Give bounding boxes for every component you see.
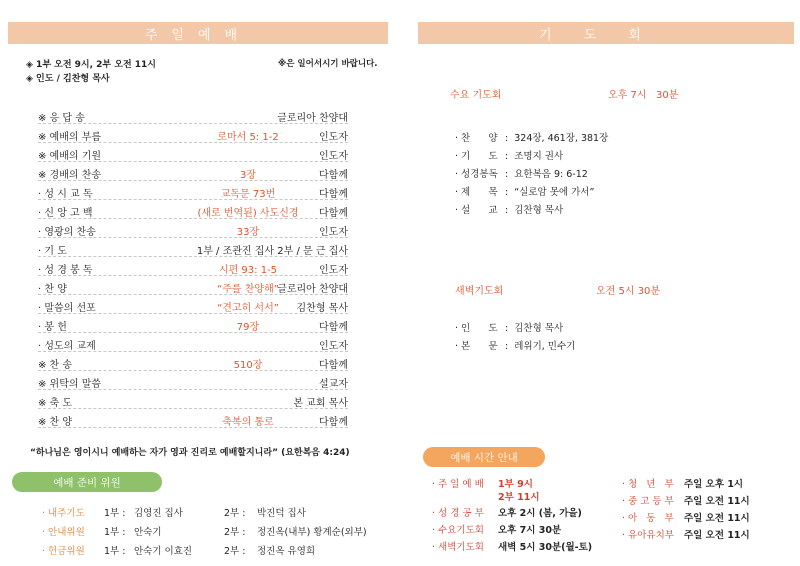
schedule-name: · 수요기도회 — [432, 525, 484, 536]
dawn-item — [455, 338, 715, 352]
item-key: · 제 목 — [455, 187, 498, 198]
dotted-divider — [38, 408, 348, 409]
dawn-prayer-title: 새벽기도회 — [455, 286, 504, 297]
committee-role: · 안내위원 — [42, 527, 85, 538]
wednesday-item — [455, 202, 715, 216]
wednesday-item — [455, 148, 715, 162]
prayer-title: 기도회 — [539, 27, 673, 43]
schedule-name: · 유아유치부 — [622, 530, 674, 541]
committee-part1-names: 안숙기 이효진 — [134, 546, 193, 557]
schedule-name: · 새벽기도회 — [432, 542, 484, 553]
schedule-time: 오후 7시 30분 — [498, 525, 562, 536]
item-value: : 요한복음 9: 6-12 — [505, 169, 588, 180]
schedule-time: 주일 오전 11시 — [684, 513, 750, 524]
dotted-divider — [38, 351, 348, 352]
worship-info-line1: ◈ 1부 오전 9시, 2부 오전 11시 — [26, 60, 157, 70]
order-label: · 기 도 — [38, 246, 67, 257]
order-detail: 33장 — [236, 227, 260, 238]
committee-title-pill — [12, 472, 162, 492]
order-leader: 다함께 — [319, 417, 348, 428]
order-row — [38, 183, 348, 201]
dotted-divider — [38, 370, 348, 371]
committee-part2-label: 2부 : — [224, 527, 246, 538]
schedule-item — [432, 522, 602, 536]
order-leader: 김찬형 목사 — [296, 303, 348, 314]
order-row — [38, 354, 348, 372]
committee-role: · 내주기도 — [42, 508, 85, 519]
order-detail: 로마서 5: 1-2 — [217, 132, 279, 143]
schedule-item — [622, 510, 782, 524]
order-detail: 79장 — [236, 322, 260, 333]
schedule-name: · 아 동 부 — [622, 513, 674, 524]
order-leader: 인도자 — [319, 265, 348, 276]
order-row — [38, 107, 348, 125]
order-label: ※ 예배의 기원 — [38, 151, 102, 162]
order-label: · 말씀의 선포 — [38, 303, 96, 314]
committee-title: 예배 준비 위원 — [53, 476, 121, 489]
dotted-divider — [38, 313, 348, 314]
item-key: · 성경봉독 — [455, 169, 498, 180]
prayer-title-bar — [418, 22, 794, 44]
committee-part2-names: 박진덕 집사 — [257, 508, 306, 519]
dotted-divider — [38, 199, 348, 200]
order-label: · 신 앙 고 백 — [38, 208, 93, 219]
order-label: · 영광의 찬송 — [38, 227, 96, 238]
order-leader: 글로리아 찬양대 — [277, 284, 348, 295]
schedule-time: 주일 오후 1시 — [684, 479, 744, 490]
order-leader: 설교자 — [319, 379, 348, 390]
item-value: : 324장, 461장, 381장 — [505, 133, 609, 144]
committee-row — [42, 505, 382, 519]
schedule-time: 주일 오전 11시 — [684, 530, 750, 541]
order-leader: 1부 / 조관진 집사 2부 / 문 근 집사 — [196, 246, 348, 257]
order-label: ※ 예배의 부름 — [38, 132, 102, 143]
item-value: : 레위기, 민수기 — [505, 341, 576, 352]
item-value: : “실로암 못에 가서” — [505, 187, 595, 198]
order-label: · 봉 헌 — [38, 322, 67, 333]
order-label: · 성 시 교 독 — [38, 189, 93, 200]
item-key: · 기 도 — [455, 151, 498, 162]
order-row — [38, 259, 348, 277]
committee-part2-label: 2부 : — [224, 508, 246, 519]
committee-part2-names: 정진옥 유영희 — [257, 546, 316, 557]
schedule-time: 주일 오전 11시 — [684, 496, 750, 507]
schedule-time: 1부 9시 — [498, 479, 533, 490]
dotted-divider — [38, 275, 348, 276]
order-detail: 510장 — [233, 360, 263, 371]
committee-part1-names: 김영진 집사 — [134, 508, 183, 519]
order-detail: 시편 93: 1-5 — [218, 265, 278, 276]
item-key: · 설 교 — [455, 205, 498, 216]
dotted-divider — [38, 161, 348, 162]
order-detail: (새로 번역된) 사도신경 — [197, 208, 299, 219]
order-label: ※ 축 도 — [38, 398, 73, 409]
order-leader: 다함께 — [319, 208, 348, 219]
committee-part2-names: 정진옥(내부) 황계순(외부) — [257, 527, 367, 538]
order-label: ※ 경배의 찬송 — [38, 170, 102, 181]
scripture-verse: “하나님은 영이시니 예배하는 자가 영과 진리로 예배할지니라” (요한복음 4:24) — [30, 448, 350, 458]
schedule-name: · 청 년 부 — [622, 479, 674, 490]
order-row — [38, 278, 348, 296]
order-leader: 인도자 — [319, 341, 348, 352]
schedule-name: · 중 고 등 부 — [622, 496, 674, 507]
order-row — [38, 221, 348, 239]
order-label: · 찬 양 — [38, 284, 67, 295]
order-detail: “견고히 서서” — [217, 303, 279, 314]
order-row — [38, 373, 348, 391]
committee-part2-label: 2부 : — [224, 546, 246, 557]
order-detail: “주를 찬양해” — [217, 284, 279, 295]
order-label: ※ 위탁의 말씀 — [38, 379, 102, 390]
committee-part1-label: 1부 : — [104, 527, 126, 538]
wednesday-item — [455, 184, 715, 198]
order-row — [38, 145, 348, 163]
schedule-item — [622, 493, 782, 507]
committee-part1-names: 안숙기 — [134, 527, 162, 538]
committee-role: · 헌금위원 — [42, 546, 85, 557]
item-value: : 조명지 권사 — [505, 151, 564, 162]
dotted-divider — [38, 180, 348, 181]
schedule-time: 2부 11시 — [498, 492, 540, 503]
order-label: ※ 찬 송 — [38, 360, 73, 371]
order-label: · 성 경 봉 독 — [38, 265, 93, 276]
order-row — [38, 411, 348, 429]
wednesday-prayer-title: 수요 기도회 — [450, 90, 502, 101]
order-leader: 인도자 — [319, 132, 348, 143]
wednesday-item — [455, 130, 715, 144]
schedule-time: 오후 2시 (봄, 가을) — [498, 508, 582, 519]
item-key: · 찬 양 — [455, 133, 498, 144]
order-leader: 다함께 — [319, 170, 348, 181]
committee-part1-label: 1부 : — [104, 546, 126, 557]
standing-note: ※은 일어서시기 바랍니다. — [278, 59, 378, 69]
schedule-name: · 주 일 예 배 — [432, 479, 484, 490]
dotted-divider — [38, 123, 348, 124]
dotted-divider — [38, 427, 348, 428]
order-row — [38, 240, 348, 258]
wednesday-prayer-time: 오후 7시 30분 — [608, 90, 679, 101]
order-leader: 다함께 — [319, 360, 348, 371]
order-leader: 글로리아 찬양대 — [277, 113, 348, 124]
schedule-item — [622, 476, 782, 490]
schedule-title-pill — [423, 447, 545, 467]
item-key: · 인 도 — [455, 323, 498, 334]
order-row — [38, 392, 348, 410]
schedule-name: · 성 경 공 부 — [432, 508, 484, 519]
order-detail: 축복의 통로 — [222, 417, 274, 428]
order-label: ※ 응 답 송 — [38, 113, 85, 124]
worship-title: 주일예배 — [144, 27, 252, 43]
committee-part1-label: 1부 : — [104, 508, 126, 519]
order-label: ※ 찬 양 — [38, 417, 73, 428]
schedule-item — [432, 489, 602, 503]
dawn-item — [455, 320, 715, 334]
order-row — [38, 297, 348, 315]
order-leader: 인도자 — [319, 151, 348, 162]
committee-row — [42, 543, 382, 557]
dotted-divider — [38, 294, 348, 295]
order-leader: 다함께 — [319, 322, 348, 333]
order-leader: 본 교회 목사 — [293, 398, 348, 409]
schedule-item — [432, 476, 602, 490]
schedule-item — [432, 539, 602, 553]
dotted-divider — [38, 218, 348, 219]
schedule-item — [432, 505, 602, 519]
order-row — [38, 316, 348, 334]
schedule-title: 예배 시간 안내 — [450, 451, 518, 464]
order-leader: 인도자 — [319, 227, 348, 238]
order-row — [38, 202, 348, 220]
worship-title-bar — [8, 22, 388, 44]
order-row — [38, 126, 348, 144]
committee-row — [42, 524, 382, 538]
order-detail: 3장 — [239, 170, 257, 181]
worship-info-line2: ◈ 인도 / 김찬형 목사 — [26, 74, 110, 84]
order-detail: 교독문 73번 — [220, 189, 276, 200]
schedule-time: 새벽 5시 30분(월-토) — [498, 542, 593, 553]
dawn-prayer-time: 오전 5시 30분 — [596, 286, 661, 297]
dotted-divider — [38, 142, 348, 143]
dotted-divider — [38, 237, 348, 238]
item-value: : 김찬형 목사 — [505, 205, 564, 216]
order-leader: 다함께 — [319, 189, 348, 200]
wednesday-item — [455, 166, 715, 180]
item-key: · 본 문 — [455, 341, 498, 352]
dotted-divider — [38, 256, 348, 257]
schedule-item — [622, 527, 782, 541]
order-label: · 성도의 교제 — [38, 341, 96, 352]
dotted-divider — [38, 332, 348, 333]
item-value: : 김찬형 목사 — [505, 323, 564, 334]
dotted-divider — [38, 389, 348, 390]
order-row — [38, 164, 348, 182]
order-row — [38, 335, 348, 353]
